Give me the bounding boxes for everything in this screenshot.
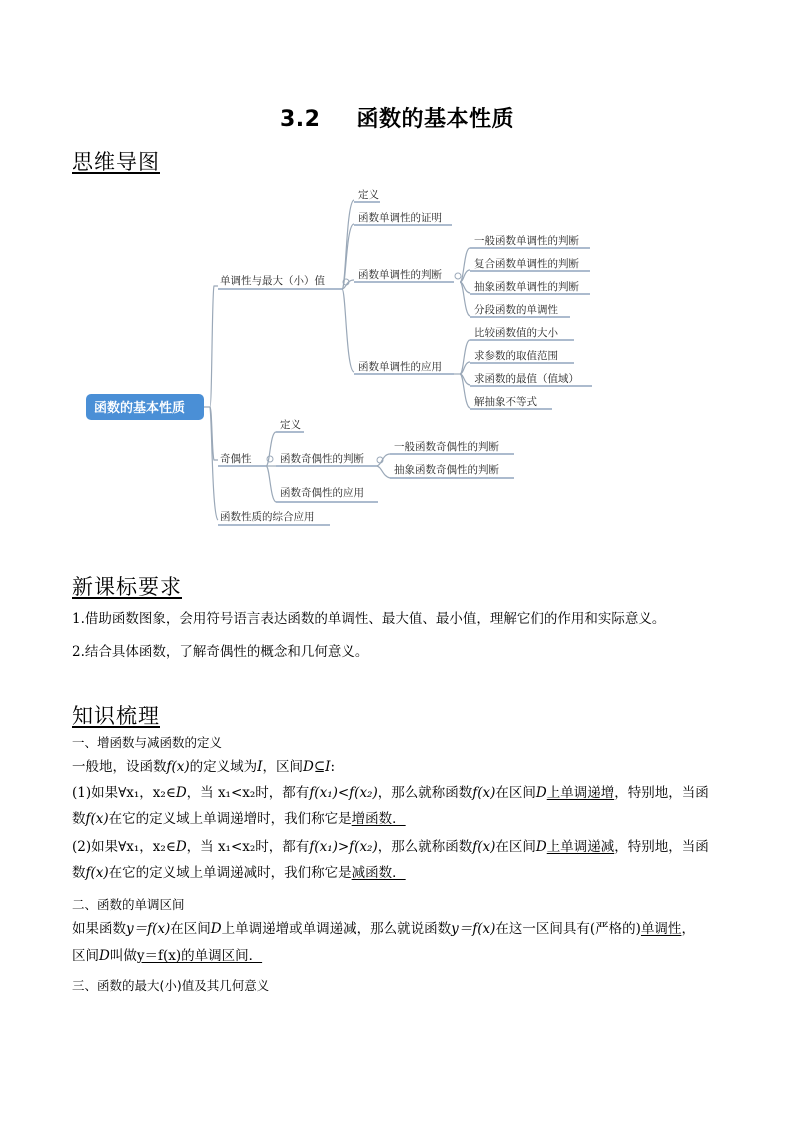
- mindmap-b2: 奇偶性: [220, 453, 252, 465]
- math-D: D: [535, 839, 547, 855]
- math-fx: f(x): [472, 785, 496, 801]
- math-y-eq-fx: y＝f(x): [126, 921, 171, 937]
- text-run: (1)如果∀x₁，x₂∈: [72, 785, 176, 801]
- math-fx: f(x): [472, 839, 496, 855]
- text-run: 在这一区间具有(严格的): [495, 921, 641, 937]
- section-1-intro: [72, 756, 724, 778]
- mindmap-b1-c3: 函数单调性的判断: [358, 269, 442, 281]
- math-fx: f(x): [85, 811, 109, 827]
- mindmap-b2-c2-l1: 一般函数奇偶性的判断: [394, 441, 499, 453]
- mindmap-b1-c4: 函数单调性的应用: [358, 361, 442, 373]
- standards-item-2: 2.结合具体函数，了解奇偶性的概念和几何意义。: [72, 644, 369, 660]
- section-1-title: 一、增函数与减函数的定义: [72, 735, 223, 750]
- text-run: 在区间: [495, 839, 536, 855]
- math-inequality: f(x₁)<f(x₂): [309, 785, 378, 801]
- text-run: 在区间: [495, 785, 536, 801]
- monotonic-interval-line-1: [72, 918, 724, 940]
- text-run: 在它的定义域上单调递减时，我们称它是: [108, 865, 352, 881]
- mindmap-b1-c4-l3: 求函数的最值（值域）: [474, 373, 579, 385]
- mindmap-b1-c4-l2: 求参数的取值范围: [474, 350, 558, 362]
- mindmap-b1-c3-l2: 复合函数单调性的判断: [474, 258, 579, 270]
- mindmap-b2-c3: 函数奇偶性的应用: [280, 487, 364, 499]
- title-text: 函数的基本性质: [356, 107, 514, 132]
- text-run: ，区间: [262, 759, 303, 775]
- text-run: ，那么就称函数: [377, 839, 473, 855]
- mindmap-b1-c4-l1: 比较函数值的大小: [474, 327, 558, 339]
- text-run: ，特别地，当函: [614, 839, 709, 855]
- mind-map: [80, 180, 640, 530]
- mindmap-b3: 函数性质的综合应用: [220, 511, 315, 523]
- math-subset: ⊆: [313, 759, 326, 775]
- text-run: ，那么就称函数: [377, 785, 473, 801]
- text-run: 数: [72, 865, 86, 881]
- mindmap-b1-c4-l4: 解抽象不等式: [474, 396, 537, 408]
- keyword-increasing-function: 增函数．: [351, 811, 406, 827]
- mindmap-b1: 单调性与最大（小）值: [220, 275, 325, 287]
- text-run: 数: [72, 811, 86, 827]
- mindmap-root: 函数的基本性质: [94, 401, 186, 416]
- keyword-decreasing-function: 减函数．: [351, 865, 406, 881]
- mindmap-b1-c1: 定义: [358, 189, 379, 201]
- mindmap-b1-c2: 函数单调性的证明: [358, 212, 442, 224]
- math-D: D: [303, 759, 314, 775]
- knowledge-heading: 知识梳理: [72, 704, 160, 728]
- section-3-title: 三、函数的最大(小)值及其几何意义: [72, 978, 270, 993]
- math-fx: f(x): [85, 865, 109, 881]
- text-run: ，特别地，当函: [614, 785, 709, 801]
- decreasing-definition-line-1: [72, 836, 724, 858]
- keyword-monotonicity: 单调性: [640, 921, 682, 937]
- text-run: 叫做: [109, 948, 137, 964]
- text-run: 如果函数: [72, 921, 126, 937]
- standards-heading: 新课标要求: [72, 575, 182, 599]
- text-run: 在它的定义域上单调递增时，我们称它是: [108, 811, 352, 827]
- math-I: I: [257, 759, 263, 775]
- mindmap-b1-c3-l1: 一般函数单调性的判断: [474, 235, 579, 247]
- increasing-definition-line-2: [72, 808, 724, 830]
- standards-item-1: 1.借助函数图象，会用符号语言表达函数的单调性、最大值、最小值，理解它们的作用和实际意义。: [72, 611, 666, 627]
- monotonic-interval-line-2: [72, 945, 724, 967]
- text-run: :: [330, 759, 336, 775]
- text-run: ，当 x₁<x₂时，都有: [186, 839, 310, 855]
- text-run: (2)如果∀x₁，x₂∈: [72, 839, 176, 855]
- mindmap-heading: 思维导图: [72, 150, 160, 174]
- keyword-monotonic-interval: y＝f(x)的单调区间．: [136, 948, 263, 964]
- text-run: 上单调递增或单调递减，那么就说函数: [221, 921, 452, 937]
- math-fx: f(x): [166, 759, 190, 775]
- mindmap-b2-c1: 定义: [280, 419, 301, 431]
- text-run: 在区间: [170, 921, 211, 937]
- math-D: D: [535, 785, 547, 801]
- mindmap-b2-c2: 函数奇偶性的判断: [280, 453, 364, 465]
- math-I: I: [325, 759, 331, 775]
- keyword-increasing: 上单调递增: [546, 785, 615, 801]
- math-D: D: [175, 839, 187, 855]
- mindmap-b1-c3-l3: 抽象函数单调性的判断: [474, 281, 579, 293]
- math-D: D: [99, 948, 110, 964]
- math-y-eq-fx: y＝f(x): [451, 921, 496, 937]
- page-title: [0, 102, 794, 133]
- section-2-title: 二、函数的单调区间: [72, 897, 185, 912]
- mindmap-b2-c2-l2: 抽象函数奇偶性的判断: [394, 464, 499, 476]
- math-D: D: [175, 785, 187, 801]
- math-D: D: [210, 921, 222, 937]
- mindmap-b1-c3-l4: 分段函数的单调性: [474, 304, 558, 316]
- keyword-decreasing: 上单调递减: [546, 839, 615, 855]
- increasing-definition-line-1: [72, 782, 724, 804]
- title-number: 3.2: [280, 107, 321, 132]
- text-run: 区间: [72, 948, 99, 964]
- text-run: ，当 x₁<x₂时，都有: [186, 785, 310, 801]
- math-inequality: f(x₁)>f(x₂): [309, 839, 378, 855]
- decreasing-definition-line-2: [72, 862, 724, 884]
- text-run: 的定义域为: [189, 759, 258, 775]
- text-run: 一般地，设函数: [72, 759, 167, 775]
- text-run: ，: [681, 921, 695, 937]
